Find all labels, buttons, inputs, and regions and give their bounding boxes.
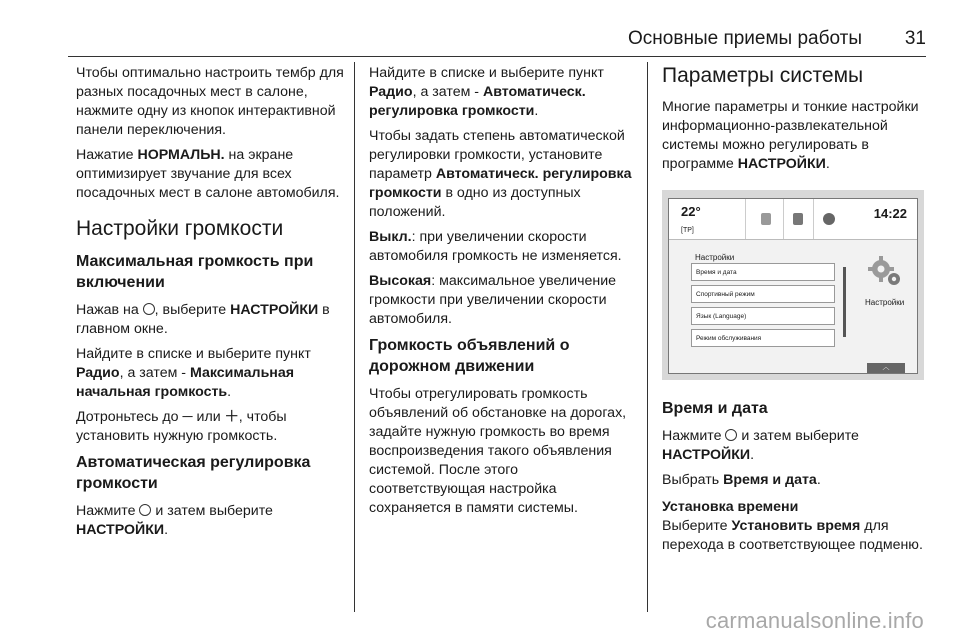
home-icon	[143, 303, 155, 315]
menu-item-time-date[interactable]: Время и дата	[691, 263, 835, 281]
page-header	[68, 28, 926, 58]
gear-icon	[867, 253, 903, 289]
paragraph: Чтобы задать степень автоматической регулировки громкости, установите параметр Автоматическ. регулировка громкости в одно из доступных положений.	[369, 128, 632, 220]
paragraph: Найдите в списке и выберите пункт Радио, а затем - Автоматическ. регулировка громкости.	[369, 65, 604, 119]
header-title: Основные приемы работы	[628, 28, 862, 49]
tp-indicator: [TP]	[681, 227, 694, 234]
separator	[783, 199, 784, 239]
subheading-auto-volume: Автоматическая регулировка громкости	[76, 454, 311, 492]
minus-icon: ─	[182, 409, 193, 425]
settings-screen-figure	[662, 190, 924, 380]
home-icon	[725, 429, 737, 441]
menu-title: Настройки	[695, 253, 735, 262]
paragraph: Нажмите и затем выберите НАСТРОЙКИ.	[76, 503, 273, 538]
menu-item-service[interactable]: Режим обслуживания	[691, 329, 835, 347]
paragraph: Нажатие НОРМАЛЬН. на экране оптимизирует звучание для всех посадочных мест в салоне автомобиля.	[76, 147, 340, 201]
column-1	[76, 64, 344, 546]
section-heading-volume: Настройки громкости	[76, 217, 284, 240]
home-icon	[139, 504, 151, 516]
separator	[813, 199, 814, 239]
clock: 14:22	[873, 206, 907, 221]
paragraph: Дотроньтесь до ─ или ＋, чтобы установить нужную громкость.	[76, 409, 287, 444]
subheading-max-volume: Максимальная громкость при включении	[76, 253, 314, 291]
paragraph: Выбрать Время и дата.	[662, 472, 821, 488]
paragraph: Выкл.: при увеличении скорости автомобиля громкость не изменяется.	[369, 229, 622, 264]
phone-icon	[793, 213, 803, 225]
subheading-set-time: Установка времени	[662, 499, 799, 515]
temperature: 22°	[681, 204, 701, 219]
menu-item-sport[interactable]: Спортивный режим	[691, 285, 835, 303]
column-3	[662, 64, 932, 561]
column-divider-1	[354, 62, 355, 612]
paragraph: Высокая: максимальное увеличение громкости при увеличении скорости автомобиля.	[369, 273, 617, 327]
subheading-time-date: Время и дата	[662, 400, 768, 417]
subheading-traffic-announcements: Громкость объявлений о дорожном движении	[369, 337, 570, 375]
app-icon	[823, 213, 835, 225]
paragraph: Нажмите и затем выберите НАСТРОЙКИ.	[662, 428, 859, 463]
page-number: 31	[904, 28, 926, 49]
scrollbar[interactable]	[843, 267, 846, 337]
settings-label: Настройки	[865, 298, 905, 307]
separator	[745, 199, 746, 239]
column-divider-2	[647, 62, 648, 612]
plus-icon: ＋	[224, 409, 239, 425]
screen-display	[668, 198, 918, 374]
paragraph: Многие параметры и тонкие настройки информационно-развлекательной системы можно регулировать в программе НАСТРОЙКИ.	[662, 99, 919, 172]
paragraph: Чтобы отрегулировать громкость объявлений об обстановке на дорогах, задайте нужную громкость во время воспроизведения такого объявления системой. После этого соответствующая настройка сохраняется в памяти системы.	[369, 386, 627, 516]
paragraph: Найдите в списке и выберите пункт Радио, а затем - Максимальная начальная громкость.	[76, 346, 311, 400]
paragraph: Выберите Установить время для перехода в соответствующее подменю.	[662, 518, 923, 553]
paragraph: Нажав на , выберите НАСТРОЙКИ в главном окне.	[76, 302, 330, 337]
menu-item-language[interactable]: Язык (Language)	[691, 307, 835, 325]
scroll-up-button[interactable]: ︿	[867, 363, 905, 373]
section-heading-system: Параметры системы	[662, 64, 864, 87]
music-icon	[761, 213, 771, 225]
paragraph: Чтобы оптимально настроить тембр для разных посадочных мест в салоне, нажмите одну из кнопок интерактивной панели переключения.	[76, 65, 344, 138]
watermark: carmanualsonline.info	[705, 608, 924, 633]
header-rule	[68, 56, 926, 57]
column-2	[369, 64, 637, 524]
status-bar	[669, 199, 917, 240]
